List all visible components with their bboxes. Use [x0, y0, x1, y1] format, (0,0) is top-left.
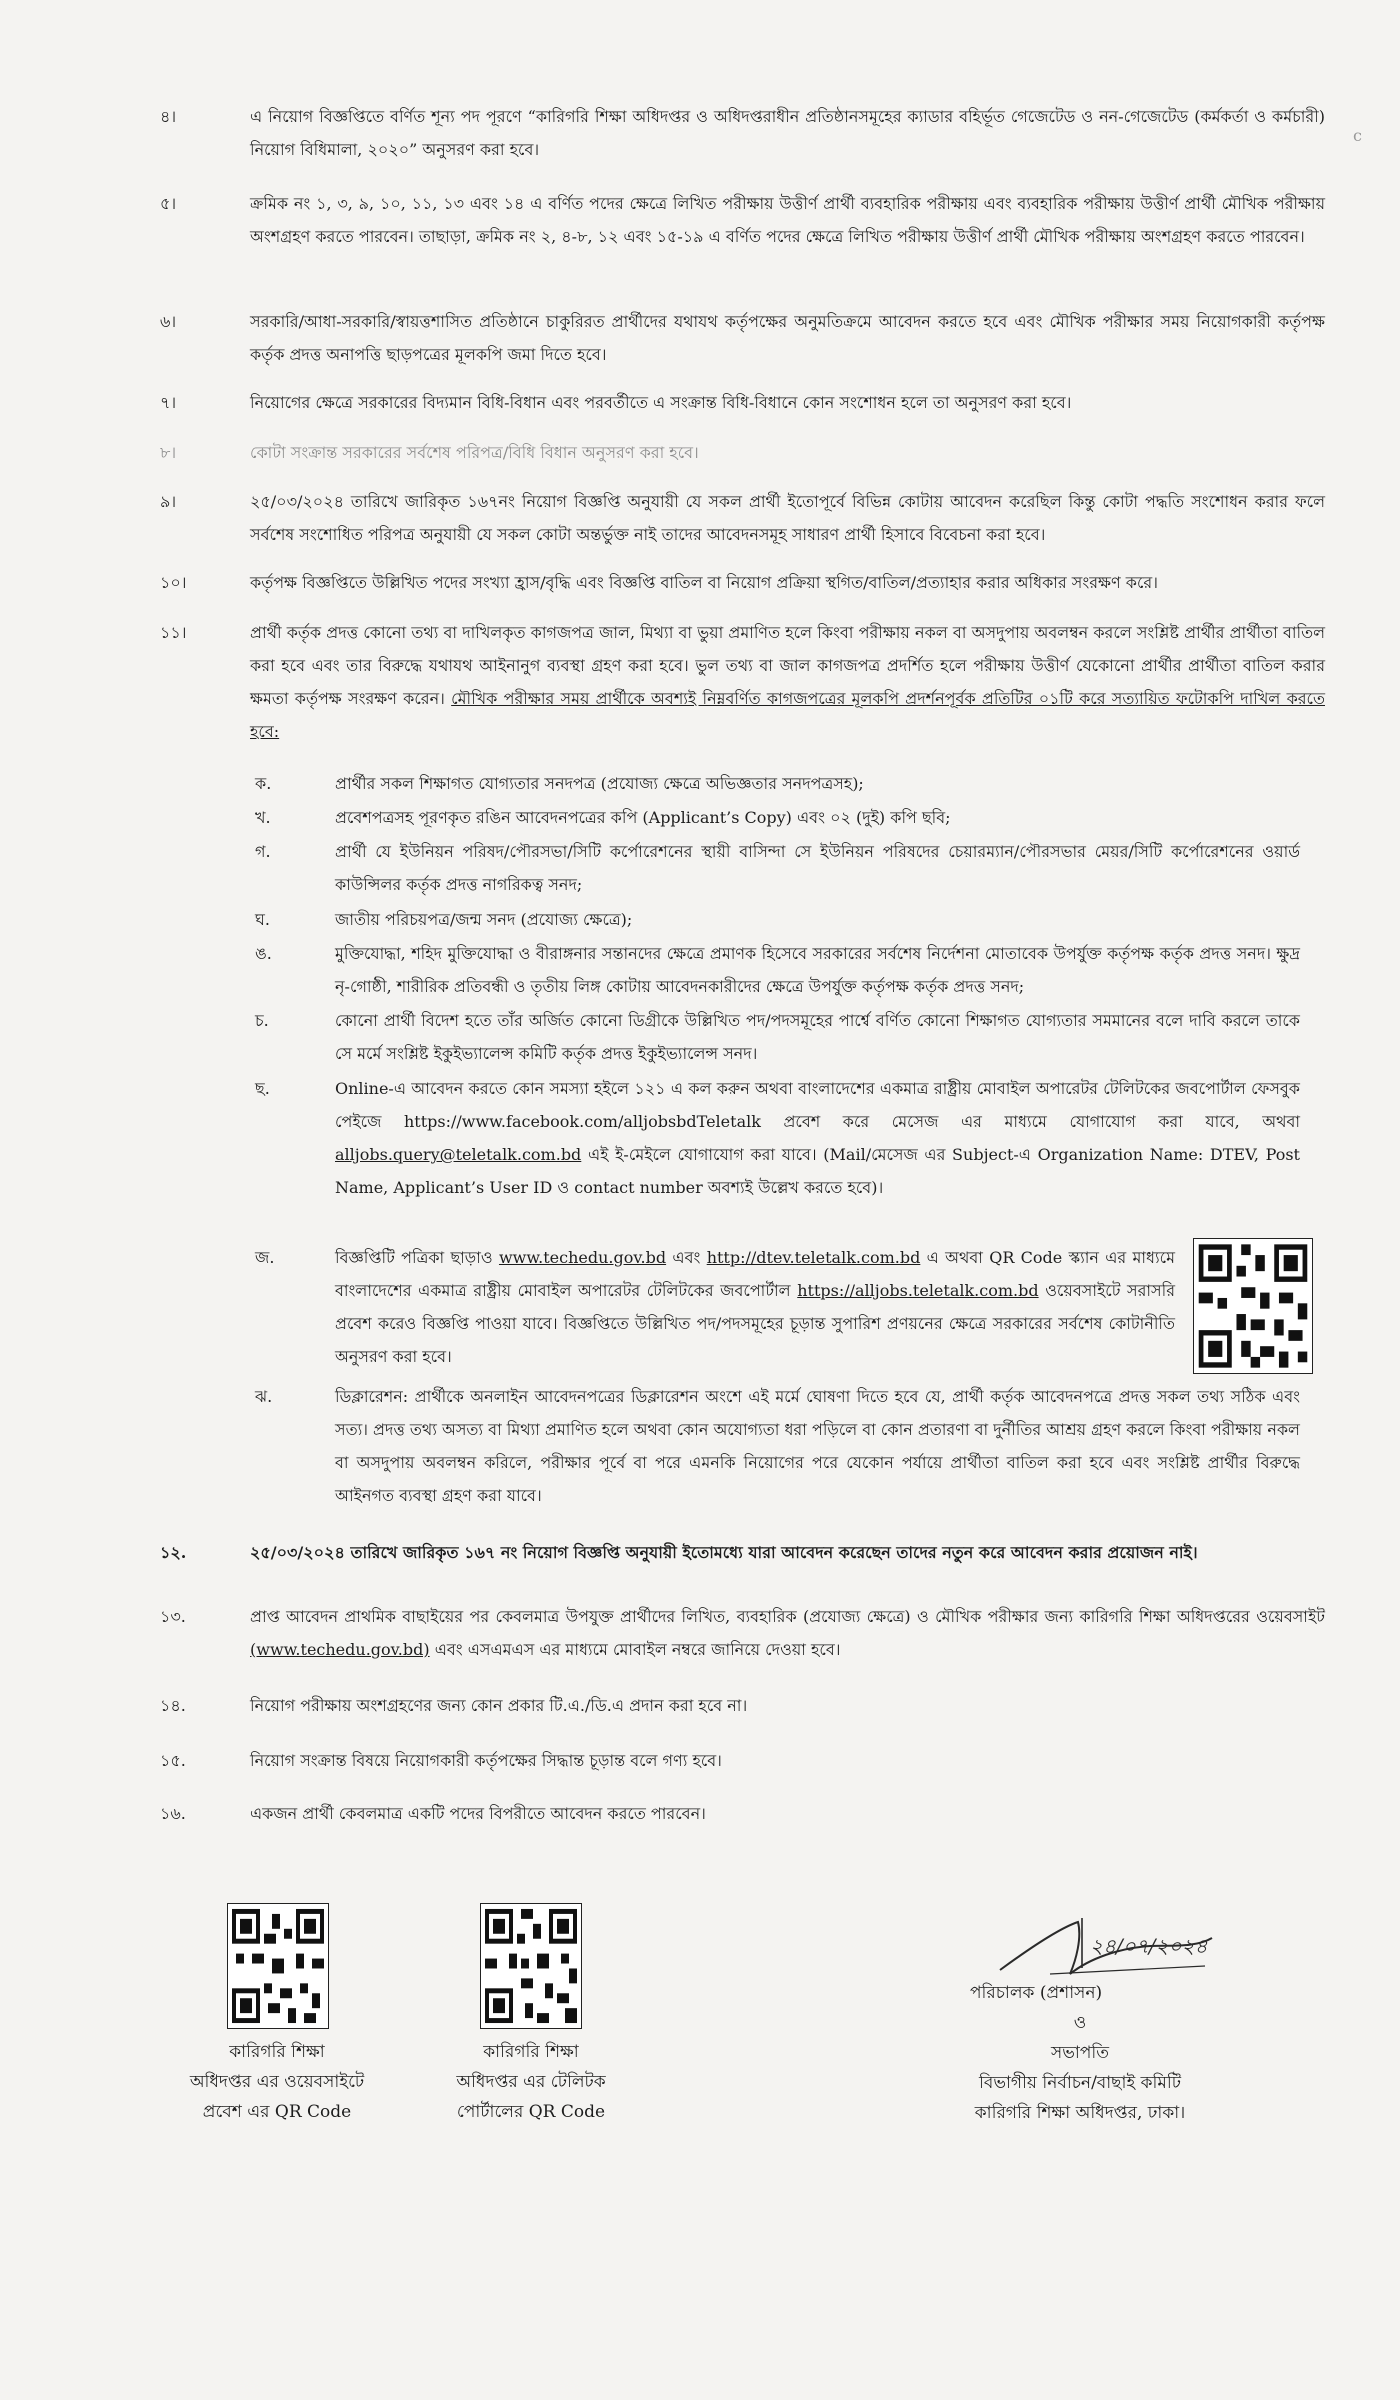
clause-number: ১২. — [160, 1543, 187, 1562]
caption-line: কারিগরি শিক্ষা — [229, 2042, 325, 2062]
clause-number: ১১। — [160, 623, 187, 642]
teletalk-qr-code[interactable] — [1193, 1238, 1313, 1374]
clause-13-text-a: প্রাপ্ত আবেদন প্রাথমিক বাছাইয়ের পর কেবলমাত্র উপযুক্ত প্রার্থীদের লিখিত, ব্যবহারিক (প্রযোজ্য ক্ষেত্রে) ও মৌখিক পরীক্ষার জন্য কারিগরি শিক্ষা অধিদপ্তরের ওয়েবসাইট — [250, 1607, 1325, 1626]
clause-text: কর্তৃপক্ষ বিজ্ঞপ্তিতে উল্লিখিত পদের সংখ্যা হ্রাস/বৃদ্ধি এবং বিজ্ঞপ্তি বাতিল বা নিয়োগ প্রক্রিয়া স্থগিত/বাতিল/প্রত্যাহার করার অধিকার সংরক্ষণ করে। — [250, 573, 1158, 592]
techedu-link[interactable]: www.techedu.gov.bd — [498, 1248, 667, 1267]
clause-text: এ নিয়োগ বিজ্ঞপ্তিতে বর্ণিত শূন্য পদ পূরণে “কারিগরি শিক্ষা অধিদপ্তর ও অধিদপ্তরাধীন প্রতিষ্ঠানসমূহের ক্যাডার বহির্ভূত গেজেটেড ও নন-গেজেটেড (কর্মকর্তা ও কর্মচারী) নিয়োগ বিধিমালা, ২০২০” অনুসরণ করা হবে। — [250, 107, 1325, 159]
clause-4 — [160, 100, 1325, 166]
subclause-text — [335, 1072, 1300, 1204]
subclause-ka — [255, 767, 1300, 800]
caption-line: অধিদপ্তর এর ওয়েবসাইটে — [189, 2072, 365, 2092]
clause-number: ৯। — [160, 492, 177, 511]
clause-number: ৬। — [160, 312, 177, 331]
alljobs-teletalk-link[interactable]: https://alljobs.teletalk.com.bd — [797, 1281, 1039, 1300]
subclause-text: কোনো প্রার্থী বিদেশ হতে তাঁর অর্জিত কোনো ডিগ্রীকে উল্লিখিত পদ/পদসমূহের পার্শ্বে বর্ণিত কোনো শিক্ষাগত যোগ্যতার সমমানের বলে দাবি করলে তাকে সে মর্মে সংশ্লিষ্ট ইকুইভ্যালেন্স কমিটি কর্তৃক প্রদত্ত ইকুইভ্যালেন্স সনদ। — [335, 1011, 1300, 1063]
subclause-chha — [255, 1072, 1300, 1204]
techedu-website-link[interactable]: (www.techedu.gov.bd) — [250, 1640, 430, 1659]
clause-13 — [160, 1600, 1325, 1666]
subclause-letter: ঝ. — [255, 1387, 273, 1406]
subclause-letter: গ. — [255, 842, 271, 861]
clause-5 — [160, 187, 1325, 253]
helpline-text: Online-এ আবেদন করতে কোন সমস্যা হইলে ১২১ এ কল করুন অথবা বাংলাদেশের একমাত্র রাষ্ট্রীয় মোবাইল অপারেটর টেলিটকের জবপোর্টাল ফেসবুক পেইজে https://www.facebook.com/alljobsbdTeletalk প্রবেশ করে মেসেজ এর মাধ্যমে যোগাযোগ করা যাবে, অথবা — [335, 1079, 1300, 1131]
clause-text — [250, 1600, 1325, 1666]
clause-text: নিয়োগ পরীক্ষায় অংশগ্রহণের জন্য কোন প্রকার টি.এ./ডি.এ প্রদান করা হবে না। — [250, 1696, 748, 1715]
caption-line: প্রবেশ এর QR Code — [202, 2102, 352, 2122]
clause-text: নিয়োগের ক্ষেত্রে সরকারের বিদ্যমান বিধি-বিধান এবং পরবর্তীতে এ সংক্রান্ত বিধি-বিধানে কোন সংশোধন হলে তা অনুসরণ করা হবে। — [250, 393, 1072, 412]
clause-16 — [160, 1797, 1325, 1830]
clause-text: কোটা সংক্রান্ত সরকারের সর্বশেষ পরিপত্র/বিধি বিধান অনুসরণ করা হবে। — [250, 443, 699, 462]
clause-11-body: প্রার্থী কর্তৃক প্রদত্ত কোনো তথ্য বা দাখিলকৃত কাগজপত্র জাল, মিথ্যা বা ভুয়া প্রমাণিত হলে কিংবা পরীক্ষায় নকল বা অসদুপায় অবলম্বন করলে সংশ্লিষ্ট প্রার্থীর প্রার্থীতা বাতিল করা হবে এবং তার বিরুদ্ধে যথাযথ আইনানুগ ব্যবস্থা গ্রহণ করা হবে। ভুল তথ্য বা জাল কাগজপত্র প্রদর্শিত হলে পরীক্ষায় উত্তীর্ণ যেকোনো প্রার্থীর প্রার্থীতা বাতিল করার ক্ষমতা কর্তৃপক্ষ সংরক্ষণ করেন। — [250, 623, 1325, 708]
subclause-text: প্রবেশপত্রসহ পূরণকৃত রঙিন আবেদনপত্রের কপি (Applicant’s Copy) এবং ০২ (দুই) কপি ছবি; — [335, 808, 951, 827]
clause-text: নিয়োগ সংক্রান্ত বিষয়ে নিয়োগকারী কর্তৃপক্ষের সিদ্ধান্ত চূড়ান্ত বলে গণ্য হবে। — [250, 1751, 722, 1770]
subclause-kha — [255, 801, 1300, 834]
signatory-role: সভাপতি — [1051, 2043, 1109, 2063]
subclause-text: প্রার্থীর সকল শিক্ষাগত যোগ্যতার সনদপত্র (প্রযোজ্য ক্ষেত্রে অভিজ্ঞতার সনদপত্রসহ); — [335, 774, 864, 793]
signature-block — [920, 1978, 1240, 2128]
clause-number: ১৩. — [160, 1607, 186, 1626]
clause-number: ১০। — [160, 573, 187, 592]
clause-11 — [160, 616, 1325, 748]
clause-12 — [160, 1536, 1325, 1569]
caption-line: পোর্টালের QR Code — [456, 2102, 606, 2122]
subclause-letter: ঙ. — [255, 944, 272, 963]
ja-and: এবং — [672, 1248, 701, 1267]
teletalk-qr-caption — [436, 2037, 626, 2127]
clause-15 — [160, 1744, 1325, 1777]
subclause-letter: ঘ. — [255, 910, 270, 929]
subclause-letter: খ. — [255, 808, 271, 827]
signatory-office: কারিগরি শিক্ষা অধিদপ্তর, ঢাকা। — [974, 2103, 1186, 2123]
subclause-text: জাতীয় পরিচয়পত্র/জন্ম সনদ (প্রযোজ্য ক্ষেত্রে); — [335, 910, 633, 929]
clause-13-text-b: এবং এসএমএস এর মাধ্যমে মোবাইল নম্বরে জানিয়ে দেওয়া হবে। — [434, 1640, 841, 1659]
signatory-committee: বিভাগীয় নির্বাচন/বাছাই কমিটি — [979, 2073, 1181, 2093]
dtev-teletalk-link[interactable]: http://dtev.teletalk.com.bd — [706, 1248, 921, 1267]
clause-text: একজন প্রার্থী কেবলমাত্র একটি পদের বিপরীতে আবেদন করতে পারবেন। — [250, 1804, 706, 1823]
subclause-text: ডিক্লারেশন: প্রার্থীকে অনলাইন আবেদনপত্রের ডিক্লারেশন অংশে এই মর্মে ঘোষণা দিতে হবে যে, প্রার্থী কর্তৃক আবেদনপত্রে প্রদত্ত সকল তথ্য সঠিক এবং সত্য। প্রদত্ত তথ্য অসত্য বা মিথ্যা প্রমাণিত হলে অথবা কোন অযোগ্যতা ধরা পড়িলে বা কোন প্রতারণা বা দুর্নীতির আশ্রয় গ্রহণ করলে কিংবা পরীক্ষায় নকল বা অসদুপায় অবলম্বন করিলে, পরীক্ষার পূর্বে বা পরে এমনকি নিয়োগের পরে যেকোন পর্যায়ে প্রার্থীতা বাতিল করা হবে এবং সংশ্লিষ্ট প্রার্থীর বিরুদ্ধে আইনগত ব্যবস্থা গ্রহণ করা যাবে। — [335, 1387, 1300, 1505]
qr-code-icon — [228, 1904, 328, 2028]
margin-mark: c — [1353, 126, 1362, 145]
clause-text: ক্রমিক নং ১, ৩, ৯, ১০, ১১, ১৩ এবং ১৪ এ বর্ণিত পদের ক্ষেত্রে লিখিত পরীক্ষায় উত্তীর্ণ প্রার্থী ব্যবহারিক পরীক্ষায় এবং ব্যবহারিক পরীক্ষায় উত্তীর্ণ প্রার্থী মৌখিক পরীক্ষায় অংশগ্রহণ করতে পারবেন। তাছাড়া, ক্রমিক নং ২, ৪-৮, ১২ এবং ১৫-১৯ এ বর্ণিত পদের ক্ষেত্রে লিখিত পরীক্ষায় উত্তীর্ণ প্রার্থী মৌখিক পরীক্ষায় অংশগ্রহণ করতে পারবেন। — [250, 194, 1325, 246]
caption-line: অধিদপ্তর এর টেলিটক — [456, 2072, 606, 2092]
clause-8 — [160, 436, 1325, 469]
clause-6 — [160, 305, 1325, 371]
clause-number: ১৬. — [160, 1804, 186, 1823]
teletalk-portal-qr-code[interactable] — [480, 1903, 582, 2029]
subclause-jha — [255, 1380, 1300, 1512]
clause-9 — [160, 485, 1325, 551]
qr-code-icon — [481, 1904, 581, 2028]
qr-code-icon — [1194, 1239, 1312, 1373]
clause-text — [250, 616, 1325, 748]
clause-number: ৭। — [160, 393, 177, 412]
subclause-umo — [255, 937, 1300, 1003]
ja-text-a: বিজ্ঞপ্তিটি পত্রিকা ছাড়াও — [335, 1248, 493, 1267]
clause-14 — [160, 1689, 1325, 1722]
clause-text: সরকারি/আধা-সরকারি/স্বায়ত্তশাসিত প্রতিষ্ঠানে চাকুরিরত প্রার্থীদের যথাযথ কর্তৃপক্ষের অনুমতিক্রমে আবেদন করতে হবে এবং মৌখিক পরীক্ষার সময় নিয়োগকারী কর্তৃপক্ষ কর্তৃক প্রদত্ত অনাপত্তি ছাড়পত্রের মূলকপি জমা দিতে হবে। — [250, 312, 1325, 364]
documents-requirement: মৌখিক পরীক্ষার সময় প্রার্থীকে অবশ্যই নিম্নবর্ণিত কাগজপত্রের মূলকপি প্রদর্শনপূর্বক প্রতিটির ০১টি করে সত্যায়িত ফটোকপি দাখিল করতে হবে: — [250, 689, 1325, 741]
subclause-letter: জ. — [255, 1248, 275, 1267]
website-qr-code[interactable] — [227, 1903, 329, 2029]
subclause-cha — [255, 1004, 1300, 1070]
signatory-and: ও — [1073, 2013, 1087, 2033]
clause-text: ২৫/০৩/২০২৪ তারিখে জারিকৃত ১৬৭নং নিয়োগ বিজ্ঞপ্তি অনুযায়ী যে সকল প্রার্থী ইতোপূর্বে বিভিন্ন কোটায় আবেদন করেছিল কিন্তু কোটা পদ্ধতি সংশোধন করার ফলে সর্বশেষ সংশোধিত পরিপত্র অনুযায়ী যে সকল কোটা অন্তর্ভুক্ত নাই তাদের আবেদনসমূহ সাধারণ প্রার্থী হিসাবে বিবেচনা করা হবে। — [250, 492, 1325, 544]
signature-date: ২৪/০৭/২০২৪ — [1090, 1934, 1208, 1958]
clause-text: ২৫/০৩/২০২৪ তারিখে জারিকৃত ১৬৭ নং নিয়োগ বিজ্ঞপ্তি অনুযায়ী ইতোমধ্যে যারা আবেদন করেছেন তাদের নতুন করে আবেদন করার প্রয়োজন নাই। — [250, 1543, 1198, 1562]
subclause-text — [335, 1241, 1175, 1373]
subclause-text: প্রার্থী যে ইউনিয়ন পরিষদ/পৌরসভা/সিটি কর্পোরেশনের স্থায়ী বাসিন্দা সে ইউনিয়ন পরিষদের চেয়ারম্যান/পৌরসভার মেয়র/সিটি কর্পোরেশনের ওয়ার্ড কাউন্সিলর কর্তৃক প্রদত্ত নাগরিকত্ব সনদ; — [335, 842, 1300, 894]
subclause-letter: ছ. — [255, 1079, 270, 1098]
caption-line: কারিগরি শিক্ষা — [483, 2042, 579, 2062]
subclause-text: মুক্তিযোদ্ধা, শহিদ মুক্তিযোদ্ধা ও বীরাঙ্গনার সন্তানদের ক্ষেত্রে প্রমাণক হিসেবে সরকারের সর্বশেষ নির্দেশনা মোতাবেক উপর্যুক্ত কর্তৃপক্ষ কর্তৃক প্রদত্ত সনদ। ক্ষুদ্র নৃ-গোষ্ঠী, শারীরিক প্রতিবন্ধী ও তৃতীয় লিঙ্গ কোটায় আবেদনকারীদের ক্ষেত্রে উপর্যুক্ত কর্তৃপক্ষ কর্তৃক প্রদত্ত সনদ; — [335, 944, 1300, 996]
clause-number: ৪। — [160, 107, 177, 126]
clause-10 — [160, 566, 1325, 599]
subclause-ga — [255, 835, 1300, 901]
clause-number: ১৪. — [160, 1696, 186, 1715]
subclause-gha — [255, 903, 1300, 936]
subclause-letter: চ. — [255, 1011, 269, 1030]
clause-number: ৫। — [160, 194, 177, 213]
clause-7 — [160, 386, 1325, 419]
website-qr-caption — [182, 2037, 372, 2127]
support-email-link[interactable]: alljobs.query@teletalk.com.bd — [335, 1145, 582, 1164]
ja-text-b: এ অথবা QR Code স্ক্যান এর মাধ্যমে বাংলাদেশের একমাত্র রাষ্ট্রীয় মোবাইল অপারেটর টেলিটকের জবপোর্টাল — [335, 1248, 1175, 1300]
clause-number: ৮। — [160, 443, 177, 462]
ja-text-c: ওয়েবসাইটে সরাসরি প্রবেশ করেও বিজ্ঞপ্তি পাওয়া যাবে। বিজ্ঞপ্তিতে উল্লিখিত পদ/পদসমূহের চূড়ান্ত সুপারিশ প্রণয়নের ক্ষেত্রে সরকারের সর্বশেষ কোটানীতি অনুসরণ করা হবে। — [335, 1281, 1175, 1366]
clause-number: ১৫. — [160, 1751, 186, 1770]
signatory-title: পরিচালক (প্রশাসন) — [970, 1983, 1103, 2003]
subclause-ja — [255, 1241, 1175, 1373]
email-instruction: এই ই-মেইলে যোগাযোগ করা যাবে। (Mail/মেসেজ এর Subject-এ Organization Name: DTEV, Post Name, Applicant’s User ID ও contact number অবশ্যই উল্লেখ করতে হবে)। — [335, 1145, 1300, 1197]
subclause-letter: ক. — [255, 774, 272, 793]
